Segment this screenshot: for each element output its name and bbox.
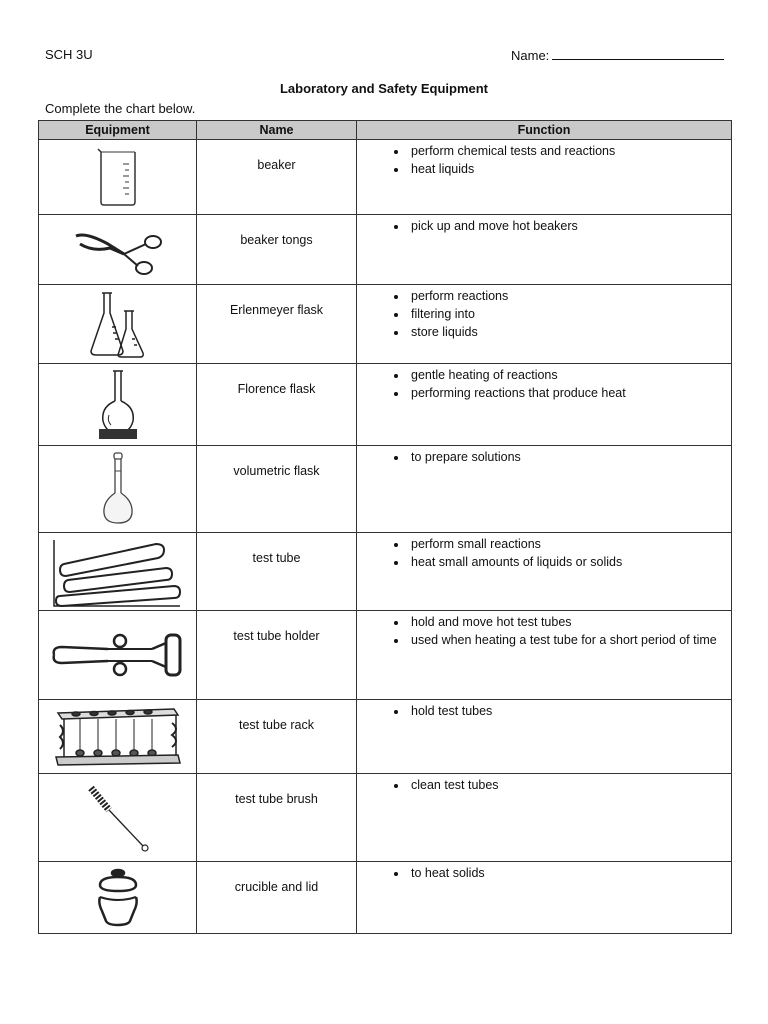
name-blank-line	[552, 47, 724, 60]
equipment-cell	[39, 364, 197, 446]
name-cell: crucible and lid	[197, 862, 357, 934]
column-header-name: Name	[197, 121, 357, 140]
equipment-cell	[39, 140, 197, 215]
function-cell	[357, 533, 732, 611]
function-cell	[357, 862, 732, 934]
function-item: • used when heating a test tube for a short period of time	[408, 631, 731, 649]
table-row	[39, 700, 732, 774]
name-cell: test tube	[197, 533, 357, 611]
table-row	[39, 862, 732, 934]
name-cell: test tube holder	[197, 611, 357, 700]
equipment-cell	[39, 700, 197, 774]
table-row	[39, 446, 732, 533]
name-cell: Florence flask	[197, 364, 357, 446]
table-row	[39, 140, 732, 215]
table-row	[39, 774, 732, 862]
function-cell	[357, 215, 732, 285]
function-cell	[357, 364, 732, 446]
equipment-cell	[39, 611, 197, 700]
function-item: • perform chemical tests and reactions	[408, 142, 731, 160]
function-item: • perform small reactions	[408, 535, 731, 553]
test-tube-holder-icon	[48, 625, 188, 685]
function-cell	[357, 700, 732, 774]
equipment-cell	[39, 215, 197, 285]
function-item: • to heat solids	[408, 864, 731, 882]
name-label: Name:	[511, 48, 550, 63]
function-cell	[357, 285, 732, 364]
test-tube-brush-icon	[83, 782, 153, 854]
function-item: • to prepare solutions	[408, 448, 731, 466]
table-row	[39, 611, 732, 700]
function-item: • hold and move hot test tubes	[408, 613, 731, 631]
column-header-equipment: Equipment	[39, 121, 197, 140]
table-row	[39, 533, 732, 611]
function-item: • performing reactions that produce heat	[408, 384, 731, 402]
function-item: • pick up and move hot beakers	[408, 217, 731, 235]
name-cell: test tube brush	[197, 774, 357, 862]
function-cell	[357, 446, 732, 533]
function-cell	[357, 774, 732, 862]
erlenmeyer-flask-icon	[88, 289, 148, 359]
name-cell: volumetric flask	[197, 446, 357, 533]
beaker-icon	[93, 146, 143, 208]
instruction: Complete the chart below.	[45, 101, 196, 116]
florence-flask-icon	[95, 367, 141, 443]
equipment-cell	[39, 533, 197, 611]
name-cell: beaker tongs	[197, 215, 357, 285]
function-item: • hold test tubes	[408, 702, 731, 720]
function-item: • clean test tubes	[408, 776, 731, 794]
table-row	[39, 285, 732, 364]
function-item: • gentle heating of reactions	[408, 366, 731, 384]
table-row	[39, 364, 732, 446]
equipment-table	[38, 120, 732, 934]
function-item: • heat small amounts of liquids or solids	[408, 553, 731, 571]
function-cell	[357, 140, 732, 215]
page-title: Laboratory and Safety Equipment	[279, 81, 489, 96]
function-item: • store liquids	[408, 323, 731, 341]
function-item: • filtering into	[408, 305, 731, 323]
volumetric-flask-icon	[98, 451, 138, 527]
equipment-cell	[39, 862, 197, 934]
name-field	[511, 47, 724, 63]
equipment-cell	[39, 285, 197, 364]
name-cell: test tube rack	[197, 700, 357, 774]
name-cell: Erlenmeyer flask	[197, 285, 357, 364]
table-header-row	[39, 121, 732, 140]
function-item: • heat liquids	[408, 160, 731, 178]
table-row	[39, 215, 732, 285]
function-cell	[357, 611, 732, 700]
function-item: • perform reactions	[408, 287, 731, 305]
test-tube-rack-icon	[54, 705, 182, 769]
column-header-function: Function	[357, 121, 732, 140]
beaker-tongs-icon	[68, 222, 168, 278]
equipment-cell	[39, 774, 197, 862]
equipment-cell	[39, 446, 197, 533]
course-code: SCH 3U	[45, 47, 93, 62]
name-cell: beaker	[197, 140, 357, 215]
crucible-and-lid-icon	[94, 867, 142, 929]
test-tube-icon	[52, 536, 184, 608]
